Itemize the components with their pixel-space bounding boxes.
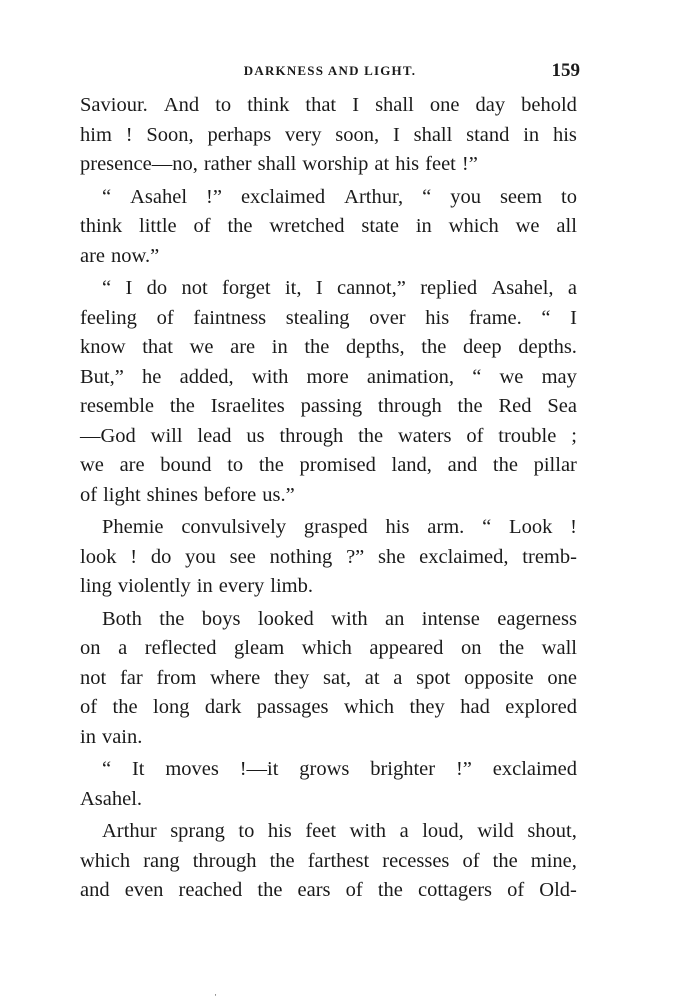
word: through bbox=[377, 395, 442, 417]
word: forget bbox=[222, 277, 271, 299]
word: not bbox=[181, 277, 208, 299]
word: added, bbox=[179, 365, 234, 388]
word: behold bbox=[521, 94, 577, 116]
word: “ bbox=[422, 185, 432, 208]
word: think bbox=[80, 215, 123, 237]
word: “ bbox=[102, 758, 112, 780]
word: dark bbox=[204, 696, 242, 718]
word: will bbox=[150, 424, 183, 447]
word: the bbox=[358, 424, 384, 447]
word: to bbox=[227, 454, 244, 476]
word: “ bbox=[472, 365, 482, 388]
word: Asahel bbox=[130, 185, 188, 208]
word: in bbox=[523, 123, 540, 146]
text-line bbox=[80, 91, 577, 121]
word: every bbox=[218, 575, 265, 597]
word: gleam bbox=[234, 637, 285, 659]
word: seem bbox=[499, 185, 543, 208]
word: at bbox=[374, 153, 390, 175]
word: the bbox=[227, 215, 253, 237]
word: you bbox=[450, 185, 481, 208]
word: to bbox=[238, 820, 255, 842]
word: !” bbox=[206, 185, 222, 208]
page-number: 159 bbox=[551, 60, 580, 81]
text-line bbox=[80, 422, 577, 452]
word: “ bbox=[482, 516, 492, 538]
word: I bbox=[125, 277, 133, 299]
text-line bbox=[80, 274, 577, 304]
word: tremb- bbox=[522, 545, 577, 568]
word: spot bbox=[416, 666, 451, 689]
text-line bbox=[80, 543, 577, 573]
text-line bbox=[80, 392, 577, 422]
word: all bbox=[556, 215, 577, 237]
text-line bbox=[80, 785, 577, 815]
word: over bbox=[369, 306, 406, 329]
word: at bbox=[364, 666, 380, 689]
word: him bbox=[80, 123, 112, 146]
word: little bbox=[139, 215, 177, 237]
word: through bbox=[192, 849, 257, 872]
word: looked bbox=[257, 607, 314, 630]
word: land, bbox=[391, 454, 432, 476]
word: pillar bbox=[533, 454, 577, 476]
word: his bbox=[425, 306, 450, 329]
word: his bbox=[267, 820, 292, 842]
word: they bbox=[273, 666, 310, 689]
word: his bbox=[385, 516, 410, 538]
word: passages bbox=[256, 696, 329, 718]
word: we bbox=[499, 365, 524, 388]
word: ! bbox=[130, 545, 138, 568]
word: reached bbox=[178, 879, 243, 901]
word: shall bbox=[257, 153, 297, 175]
word: the bbox=[457, 395, 483, 417]
word: nothing bbox=[269, 545, 333, 568]
word: wretched bbox=[269, 215, 345, 237]
word: very bbox=[285, 123, 322, 146]
word: Asahel. bbox=[80, 787, 143, 810]
word: feet bbox=[305, 820, 337, 842]
word: I bbox=[352, 94, 360, 116]
word: had bbox=[460, 696, 490, 718]
word: one bbox=[547, 666, 577, 689]
text-line bbox=[80, 212, 577, 242]
word: the bbox=[492, 849, 518, 872]
word: arm. bbox=[427, 516, 465, 538]
word: sat, bbox=[323, 666, 351, 689]
word: shout, bbox=[527, 820, 577, 842]
text-line bbox=[80, 755, 577, 785]
word: state bbox=[361, 215, 399, 237]
word: through bbox=[279, 424, 344, 447]
word: Arthur, bbox=[344, 185, 404, 208]
word: I bbox=[570, 306, 577, 329]
word: which bbox=[448, 215, 499, 237]
word: I bbox=[315, 277, 323, 299]
word: which bbox=[80, 849, 131, 872]
word: more bbox=[306, 365, 349, 388]
word: which bbox=[343, 696, 395, 718]
word: of bbox=[462, 849, 480, 872]
word: grasped bbox=[303, 516, 368, 538]
word: light bbox=[103, 483, 141, 506]
word: “ bbox=[102, 277, 112, 299]
word: shall bbox=[375, 94, 414, 116]
word: not bbox=[80, 666, 107, 689]
word: feeling bbox=[80, 306, 137, 329]
word: waters bbox=[398, 424, 452, 447]
word: that bbox=[142, 336, 173, 358]
paragraph bbox=[80, 183, 577, 272]
word: I bbox=[392, 123, 400, 146]
word: before bbox=[203, 483, 257, 506]
word: which bbox=[301, 637, 352, 659]
word: the bbox=[269, 849, 295, 872]
word: the bbox=[169, 395, 195, 417]
paragraph bbox=[80, 274, 577, 510]
word: are bbox=[80, 244, 106, 267]
word: boys bbox=[201, 607, 241, 630]
word: know bbox=[80, 336, 126, 358]
word: an bbox=[385, 607, 405, 630]
word: and bbox=[447, 454, 478, 476]
word: one bbox=[429, 94, 460, 116]
word: with bbox=[331, 607, 368, 630]
word: the bbox=[159, 607, 185, 630]
word: the bbox=[112, 696, 138, 718]
text-line bbox=[80, 817, 577, 847]
text-line bbox=[80, 150, 577, 180]
word: trouble bbox=[498, 424, 557, 447]
word: the bbox=[499, 637, 525, 659]
word: on bbox=[460, 637, 482, 659]
word: deep bbox=[462, 336, 502, 358]
word: even bbox=[124, 879, 164, 901]
word: promised bbox=[299, 454, 376, 476]
word: frame. bbox=[468, 306, 522, 329]
word: they bbox=[409, 696, 445, 718]
word: convulsively bbox=[181, 516, 287, 538]
word: in bbox=[196, 575, 213, 597]
word: day bbox=[475, 94, 506, 116]
text-line bbox=[80, 481, 577, 511]
word: Both bbox=[102, 607, 142, 630]
word: are bbox=[230, 336, 256, 358]
word: of bbox=[193, 215, 211, 237]
word: the bbox=[258, 454, 284, 476]
word: the bbox=[257, 879, 283, 901]
word: loud, bbox=[422, 820, 464, 842]
text-line bbox=[80, 847, 577, 877]
text-line bbox=[80, 693, 577, 723]
text-line bbox=[80, 876, 577, 906]
word: on bbox=[80, 637, 101, 659]
word: Old- bbox=[539, 879, 577, 901]
word: the bbox=[421, 336, 447, 358]
paragraph bbox=[80, 91, 577, 180]
text-line bbox=[80, 664, 577, 694]
word: his bbox=[395, 153, 420, 175]
word: rather bbox=[203, 153, 252, 175]
word: passing bbox=[300, 395, 363, 417]
word: of bbox=[80, 483, 98, 506]
word: ling bbox=[80, 575, 112, 597]
word: Asahel, bbox=[491, 277, 554, 299]
word: ! bbox=[125, 123, 133, 146]
word: soon, bbox=[335, 123, 380, 146]
word: cannot,” bbox=[336, 277, 406, 299]
word: of bbox=[345, 879, 363, 901]
word: moves bbox=[165, 758, 219, 780]
word: limb. bbox=[270, 575, 313, 597]
word: shines bbox=[146, 483, 198, 506]
text-line bbox=[80, 605, 577, 635]
word: feet bbox=[425, 153, 456, 175]
word: ; bbox=[571, 424, 577, 447]
word: to bbox=[215, 94, 232, 116]
word: And bbox=[163, 94, 200, 116]
word: rang bbox=[143, 849, 180, 872]
word: long bbox=[153, 696, 190, 718]
word: wall bbox=[541, 637, 577, 659]
text-line bbox=[80, 513, 577, 543]
word: in bbox=[415, 215, 432, 237]
word: ears bbox=[297, 879, 331, 901]
word: of bbox=[507, 879, 525, 901]
word: Arthur bbox=[102, 820, 157, 842]
word: appeared bbox=[369, 637, 444, 659]
word: it, bbox=[284, 277, 302, 299]
text-line bbox=[80, 634, 577, 664]
word: exclaimed bbox=[240, 185, 326, 208]
word: sprang bbox=[170, 820, 225, 842]
word: Red bbox=[498, 395, 532, 417]
word: in bbox=[271, 336, 288, 358]
word: —God bbox=[80, 424, 136, 447]
running-title: DARKNESS AND LIGHT. bbox=[243, 63, 417, 78]
word: grows bbox=[299, 758, 350, 780]
word: of bbox=[466, 424, 484, 447]
word: brighter bbox=[370, 758, 436, 780]
word: far bbox=[119, 666, 143, 689]
word: farthest bbox=[307, 849, 370, 872]
text-line bbox=[80, 723, 577, 753]
word: you bbox=[185, 545, 216, 568]
word: the bbox=[304, 336, 330, 358]
word: lead bbox=[197, 424, 232, 447]
word: with bbox=[251, 365, 289, 388]
word: intense bbox=[421, 607, 480, 630]
word: worship bbox=[302, 153, 369, 175]
word: of bbox=[80, 696, 98, 718]
word: cottagers bbox=[418, 879, 492, 901]
text-line bbox=[80, 183, 577, 213]
paragraph bbox=[80, 513, 577, 602]
word: a bbox=[393, 666, 403, 689]
word: now.” bbox=[111, 244, 160, 267]
word: !” bbox=[455, 758, 472, 780]
word: from bbox=[156, 666, 197, 689]
word: think bbox=[247, 94, 290, 116]
body-text bbox=[80, 91, 577, 909]
text-line bbox=[80, 121, 577, 151]
word: vain. bbox=[101, 725, 143, 748]
word: where bbox=[210, 666, 261, 689]
text-line bbox=[80, 304, 577, 334]
word: stealing bbox=[285, 306, 350, 329]
paragraph bbox=[80, 755, 577, 814]
running-head bbox=[80, 60, 580, 82]
word: a bbox=[118, 637, 128, 659]
word: violently bbox=[117, 575, 191, 597]
word: ?” bbox=[346, 545, 365, 568]
word: are bbox=[119, 454, 145, 476]
word: But,” bbox=[80, 365, 124, 388]
word: the bbox=[377, 879, 403, 901]
word: Saviour. bbox=[80, 94, 148, 116]
word: see bbox=[229, 545, 256, 568]
word: opposite bbox=[464, 666, 534, 689]
word: !—it bbox=[239, 758, 279, 780]
text-line bbox=[80, 572, 577, 602]
print-speck: · bbox=[214, 990, 217, 1000]
word: to bbox=[561, 185, 577, 208]
word: may bbox=[541, 365, 577, 388]
word: Phemie bbox=[102, 516, 164, 538]
word: shall bbox=[413, 123, 453, 146]
word: the bbox=[492, 454, 518, 476]
word: that bbox=[305, 94, 337, 116]
word: It bbox=[131, 758, 145, 780]
word: reflected bbox=[144, 637, 217, 659]
word: wild bbox=[477, 820, 514, 842]
word: perhaps bbox=[207, 123, 272, 146]
word: depths. bbox=[518, 336, 577, 358]
word: us.” bbox=[262, 483, 295, 506]
word: stand bbox=[466, 123, 510, 146]
text-line bbox=[80, 451, 577, 481]
word: a bbox=[567, 277, 577, 299]
word: eagerness bbox=[497, 607, 577, 630]
word: look bbox=[80, 545, 117, 568]
word: Israelites bbox=[210, 395, 285, 417]
text-line bbox=[80, 333, 577, 363]
word: mine, bbox=[530, 849, 577, 872]
word: Look bbox=[509, 516, 553, 538]
word: Sea bbox=[547, 395, 577, 417]
word: with bbox=[349, 820, 387, 842]
word: recesses bbox=[382, 849, 450, 872]
word: Soon, bbox=[146, 123, 194, 146]
word: bound bbox=[160, 454, 212, 476]
text-line bbox=[80, 363, 577, 393]
word: “ bbox=[541, 306, 551, 329]
word: do bbox=[150, 545, 172, 568]
word: presence—no, bbox=[80, 153, 198, 175]
word: in bbox=[80, 725, 96, 748]
word: of bbox=[156, 306, 174, 329]
word: resemble bbox=[80, 395, 154, 417]
word: exclaimed bbox=[492, 758, 577, 780]
word: animation, bbox=[366, 365, 454, 388]
word: replied bbox=[420, 277, 478, 299]
word: !” bbox=[461, 153, 478, 175]
word: we bbox=[80, 454, 104, 476]
word: he bbox=[142, 365, 162, 388]
word: explored bbox=[505, 696, 577, 718]
word: exclaimed, bbox=[419, 545, 509, 568]
word: “ bbox=[102, 185, 112, 208]
word: we bbox=[189, 336, 214, 358]
word: depths, bbox=[346, 336, 405, 358]
paragraph bbox=[80, 817, 577, 906]
paragraph bbox=[80, 605, 577, 753]
word: a bbox=[399, 820, 409, 842]
word: faintness bbox=[193, 306, 267, 329]
word: and bbox=[80, 879, 110, 901]
word: us bbox=[246, 424, 265, 447]
word: his bbox=[552, 123, 577, 146]
word: we bbox=[515, 215, 540, 237]
word: do bbox=[146, 277, 168, 299]
text-line bbox=[80, 242, 577, 272]
word: ! bbox=[570, 516, 577, 538]
word: she bbox=[378, 545, 406, 568]
